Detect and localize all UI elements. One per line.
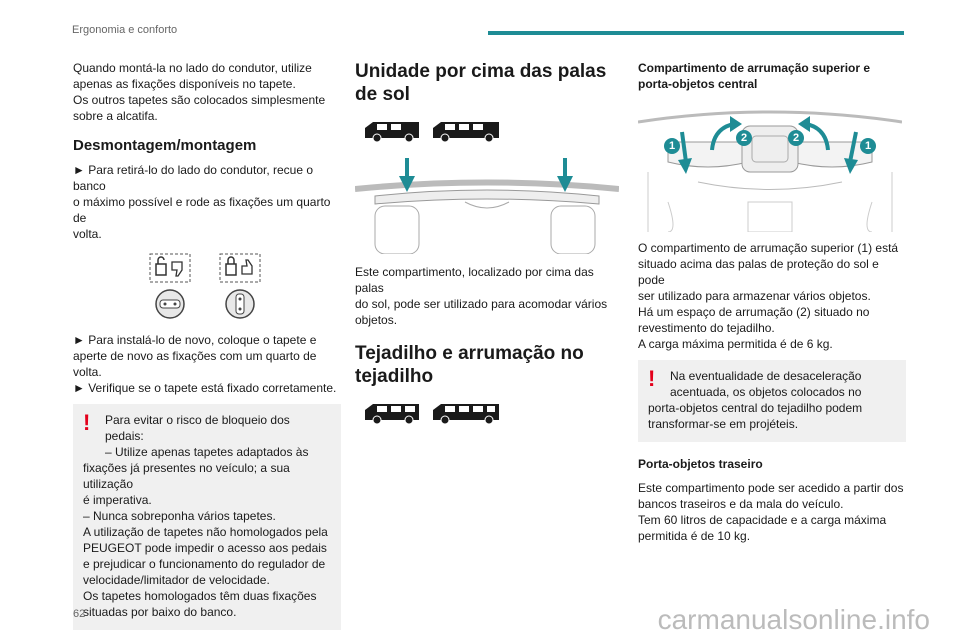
body-line: revestimento do tejadilho. <box>638 321 775 335</box>
heading-line: de sol <box>355 84 410 105</box>
warning-line: Na eventualidade de desaceleração <box>670 369 862 383</box>
warning-line: acentuada, os objetos colocados no <box>670 385 862 399</box>
step-line: ► Para instalá-lo de novo, coloque o tapete e <box>73 333 317 347</box>
body-line: Tem 60 litros de capacidade e a carga máxima <box>638 513 887 527</box>
warning-line: e prejudicar o funcionamento do regulador de <box>83 557 326 571</box>
header-accent-bar <box>488 31 904 35</box>
step-line: ► Verifique se o tapete está fixado corretamente. <box>73 381 337 395</box>
intro-line: apenas as fixações disponíveis no tapete. <box>73 77 296 91</box>
section-heading <box>355 342 623 388</box>
warning-box <box>73 404 341 630</box>
step-line: aperte de novo as fixações com um quarto de volta. <box>73 349 317 379</box>
body-line: bancos traseiros e da mala do veículo. <box>638 497 844 511</box>
section-heading <box>355 60 623 106</box>
callout-badge: 2 <box>736 130 752 146</box>
unlocked-padlock-icon <box>156 257 166 275</box>
section-heading: Porta-objetos traseiro <box>638 457 763 471</box>
warning-line: situadas por baixo do banco. <box>83 605 237 619</box>
heading-line: tejadilho <box>355 366 434 387</box>
heading-line: porta-objetos central <box>638 77 758 91</box>
body-line: objetos. <box>355 313 398 327</box>
warning-line: – Nunca sobreponha vários tapetes. <box>83 509 276 523</box>
warning-line: velocidade/limitador de velocidade. <box>83 573 270 587</box>
warning-line: A utilização de tapetes não homologados pela <box>83 525 328 539</box>
body-line: Há um espaço de arrumação (2) situado no <box>638 305 870 319</box>
heading-line: Unidade por cima das palas <box>355 61 607 82</box>
intro-line: sobre a alcatifa. <box>73 109 158 123</box>
section-heading <box>638 60 906 92</box>
heading-line: Compartimento de arrumação superior e <box>638 61 871 75</box>
warning-line: fixações já presentes no veículo; a sua utilização <box>83 461 290 491</box>
body-line: permitida é de 10 kg. <box>638 529 751 543</box>
section-heading: Desmontagem/montagem <box>73 137 257 154</box>
intro-line: Os outros tapetes são colocados simplesmente <box>73 93 326 107</box>
watermark: carmanualsonline.info <box>657 604 930 635</box>
thumb-up-icon <box>242 260 252 274</box>
section-title: Ergonomia e conforto <box>72 24 178 36</box>
vehicle-variant-icons <box>363 398 623 426</box>
step-line: o máximo possível e rode as fixações um quarto de <box>73 195 331 225</box>
warning-line: Os tapetes homologados têm duas fixações <box>83 589 317 603</box>
column-3 <box>638 60 906 544</box>
body-line: ser utilizado para armazenar vários objetos. <box>638 289 871 303</box>
warning-line: Para evitar o risco de bloqueio dos pedais: <box>105 413 290 443</box>
intro-line: Quando montá-la no lado do condutor, utilize <box>73 61 312 75</box>
sun-visor-storage-illustration <box>355 154 623 254</box>
body-line: O compartimento de arrumação superior (1) está <box>638 241 899 255</box>
van-long-icon <box>433 122 499 142</box>
fastener-vertical-icon <box>226 290 254 318</box>
warning-line: porta-objetos central do tejadilho podem <box>648 401 863 415</box>
body-line: A carga máxima permitida é de 6 kg. <box>638 337 833 351</box>
callout-badge: 1 <box>860 138 876 154</box>
callout-badge: 2 <box>788 130 804 146</box>
van-short-icon <box>365 122 419 142</box>
warning-icon: ! <box>83 410 91 435</box>
step-line: ► Para retirá-lo do lado do condutor, recue o banco <box>73 163 314 193</box>
van-short-icon <box>365 404 419 424</box>
column-1 <box>73 60 341 630</box>
heading-line: Tejadilho e arrumação no <box>355 343 584 364</box>
body-line: Este compartimento pode ser acedido a partir dos <box>638 481 904 495</box>
warning-icon: ! <box>648 366 656 391</box>
callout-badge: 1 <box>664 138 680 154</box>
warning-line: transformar-se em projéteis. <box>648 417 799 431</box>
fastener-horizontal-icon <box>156 290 184 318</box>
locked-padlock-icon <box>226 257 236 275</box>
body-line: situado acima das palas de proteção do sol e pode <box>638 257 879 287</box>
page-number: 62 <box>73 608 86 620</box>
floor-mat-fixing-illustration <box>148 252 341 322</box>
vehicle-variant-icons <box>363 116 623 144</box>
body-line: do sol, pode ser utilizado para acomodar vários <box>355 297 608 311</box>
warning-box <box>638 360 906 442</box>
warning-line: PEUGEOT pode impedir o acesso aos pedais <box>83 541 327 555</box>
overhead-storage-illustration <box>638 102 906 232</box>
thumb-down-icon <box>172 262 182 276</box>
body-line: Este compartimento, localizado por cima das palas <box>355 265 594 295</box>
warning-line: – Utilize apenas tapetes adaptados às <box>105 445 309 459</box>
van-long-icon <box>433 404 499 424</box>
warning-line: é imperativa. <box>83 493 152 507</box>
step-line: volta. <box>73 227 102 241</box>
column-2 <box>355 60 623 426</box>
